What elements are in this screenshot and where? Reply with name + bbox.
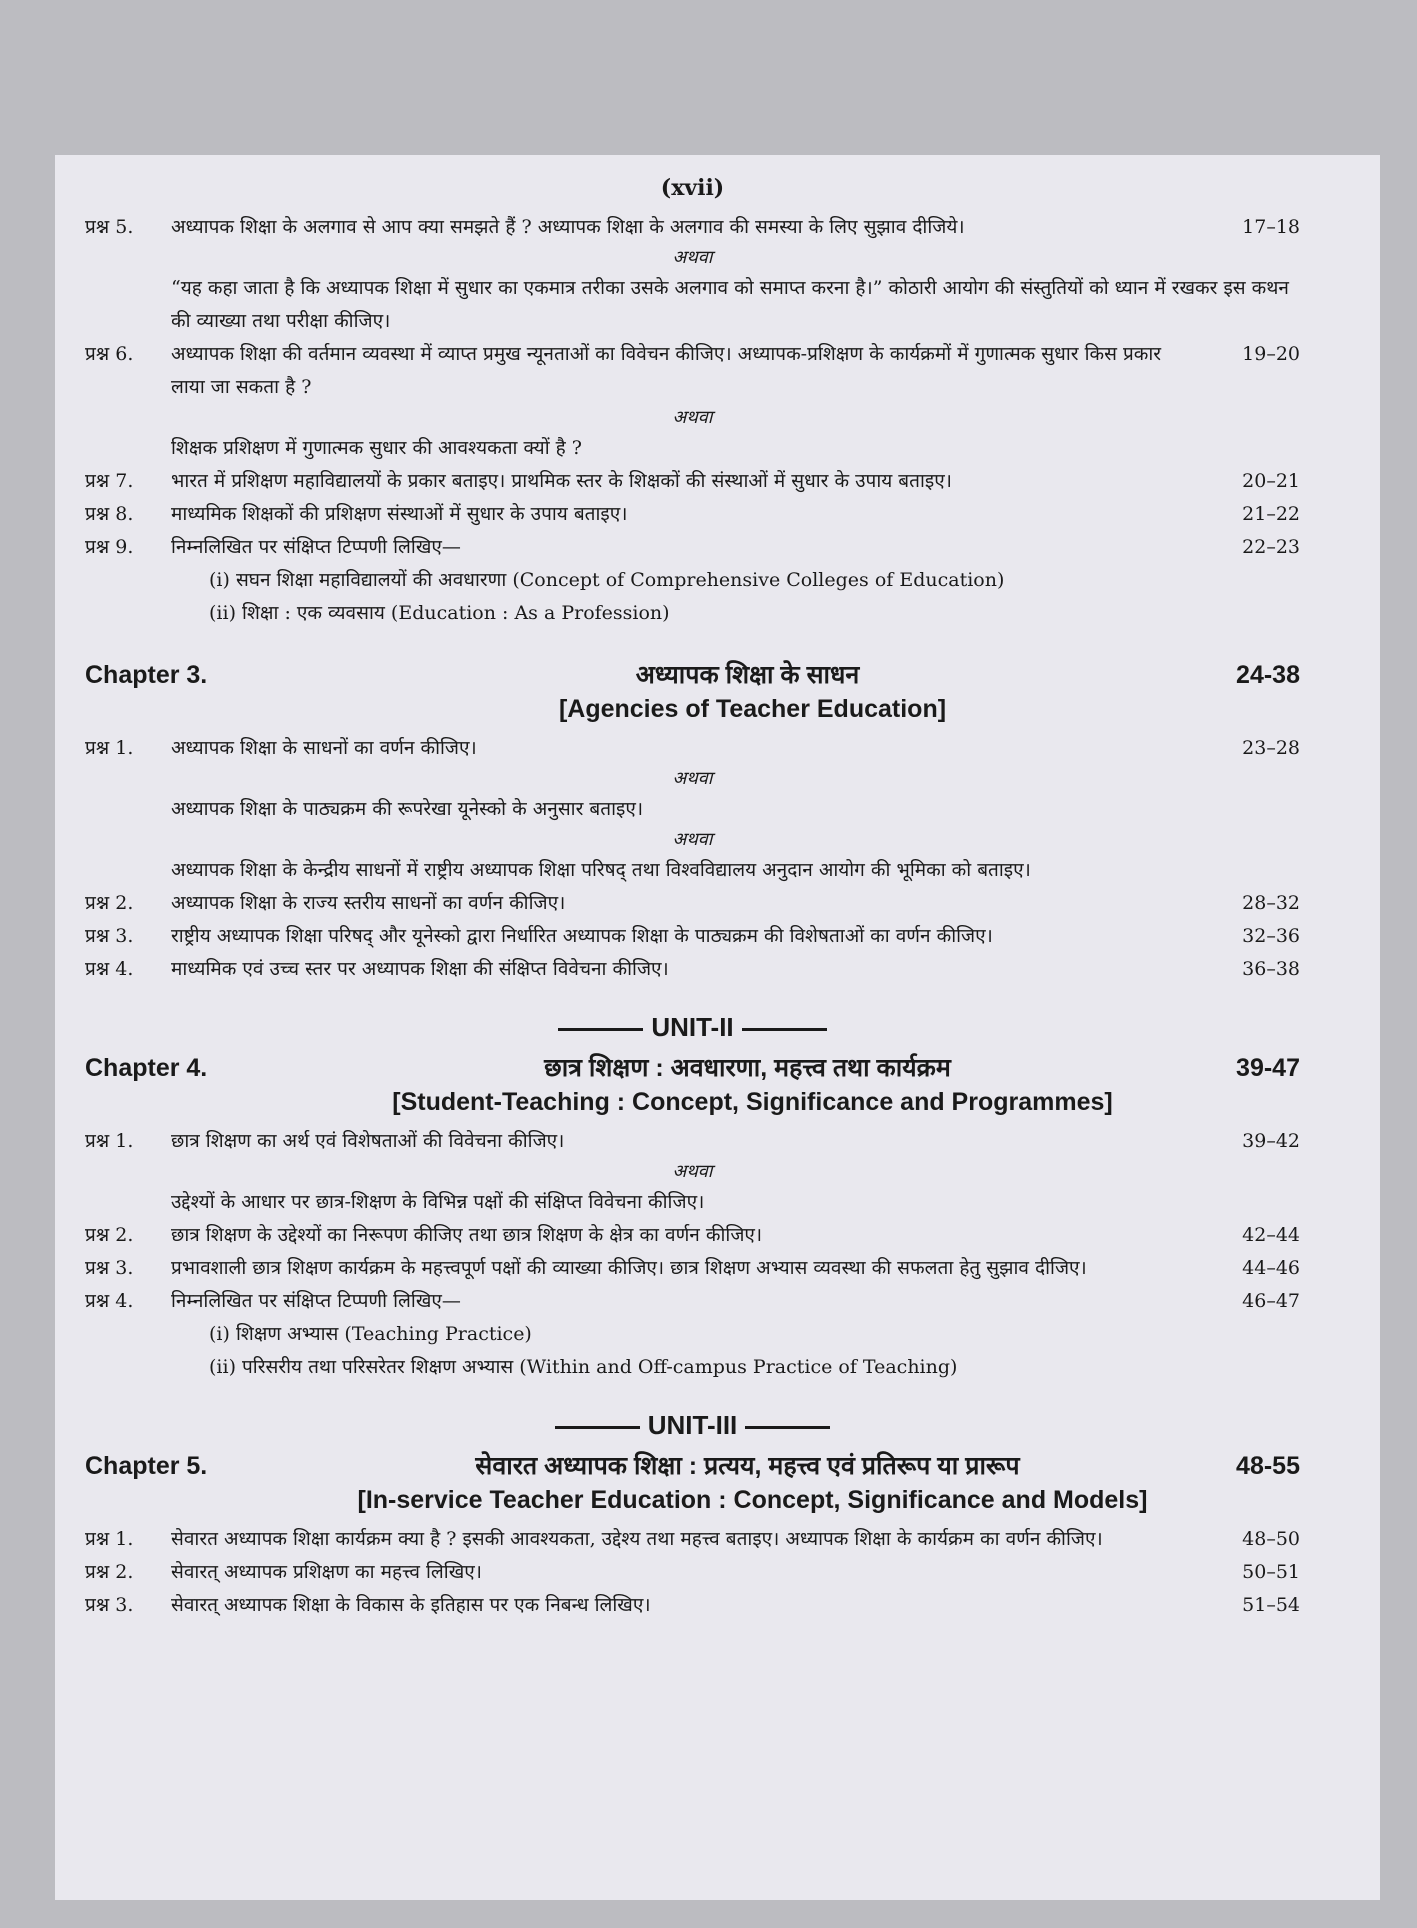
sub-item: (ii) परिसरीय तथा परिसरेतर शिक्षण अभ्यास (Within and Off-campus Practice of Teaching) [209,1356,958,1378]
toc-alt-text: अध्यापक शिक्षा के पाठ्यक्रम की रूपरेखा यूनेस्को के अनुसार बताइए। [171,798,644,820]
toc-entry: प्रश्न 2. सेवारत् अध्यापक प्रशिक्षण का महत्त्व लिखिए। 50–51 [85,1561,1300,1583]
toc-entry: प्रश्न 3. राष्ट्रीय अध्यापक शिक्षा परिषद् और यूनेस्को द्वारा निर्धारित अध्यापक शिक्षा के पाठ्यक्रम की विशेषताओं का वर्णन कीजिए। 32–36 [85,925,1300,947]
sub-item: (i) सघन शिक्षा महाविद्यालयों की अवधारणा (Concept of Comprehensive Colleges of Education) [209,569,1005,591]
toc-alt-text: “यह कहा जाता है कि अध्यापक शिक्षा में सुधार का एकमात्र तरीका उसके अलगाव को समाप्त करना है।” कोठारी आयोग की संस्तुतियों को ध्यान में रखकर इस कथन की व्याख्या तथा परीक्षा कीजिए। [171,277,1289,332]
toc-entry: प्रश्न 1. सेवारत अध्यापक शिक्षा कार्यक्रम क्या है ? इसकी आवश्यकता, उद्देश्य तथा महत्त्व बताइए। अध्यापक शिक्षा के कार्यक्रम का वर्णन कीजिए। 48–50 [85,1528,1300,1550]
toc-entry: प्रश्न 1. अध्यापक शिक्षा के साधनों का वर्णन कीजिए। 23–28 [85,737,1300,759]
or-separator: अथवा [672,829,713,850]
page-number: (xvii) [660,175,725,201]
toc-alt-text: शिक्षक प्रशिक्षण में गुणात्मक सुधार की आवश्यकता क्यों है ? [171,437,582,459]
chapter-heading: Chapter 3. अध्यापक शिक्षा के साधन 24-38 [85,661,1300,689]
toc-entry: प्रश्न 2. छात्र शिक्षण के उद्देश्यों का निरूपण कीजिए तथा छात्र शिक्षण के क्षेत्र का वर्णन कीजिए। 42–44 [85,1224,1300,1246]
chapter-title-en: [In-service Teacher Education : Concept, Significance and Models] [357,1486,1148,1514]
toc-entry: प्रश्न 3. सेवारत् अध्यापक शिक्षा के विकास के इतिहास पर एक निबन्ध लिखिए। 51–54 [85,1594,1300,1616]
chapter-title-en: [Agencies of Teacher Education] [558,695,947,723]
sub-item: (i) शिक्षण अभ्यास (Teaching Practice) [209,1323,532,1345]
or-separator: अथवा [672,768,713,789]
unit-heading: UNIT-II [85,1012,1300,1043]
toc-entry: प्रश्न 5. अध्यापक शिक्षा के अलगाव से आप क्या समझते हैं ? अध्यापक शिक्षा के अलगाव की समस्या के लिए सुझाव दीजिये। 17–18 [85,216,1300,238]
chapter-heading: Chapter 4. छात्र शिक्षण : अवधारणा, महत्त्व तथा कार्यक्रम 39-47 [85,1054,1300,1082]
toc-entry: प्रश्न 3. प्रभावशाली छात्र शिक्षण कार्यक्रम के महत्त्वपूर्ण पक्षों की व्याख्या कीजिए। छात्र शिक्षण अभ्यास व्यवस्था की सफलता हेतु सुझाव दीजिए। 44–46 [85,1257,1300,1279]
toc-alt-text: अध्यापक शिक्षा के केन्द्रीय साधनों में राष्ट्रीय अध्यापक शिक्षा परिषद् तथा विश्वविद्यालय अनुदान आयोग की भूमिका को बताइए। [171,859,1031,881]
or-separator: अथवा [672,1161,713,1182]
toc-entry: प्रश्न 2. अध्यापक शिक्षा के राज्य स्तरीय साधनों का वर्णन कीजिए। 28–32 [85,892,1300,914]
chapter-title-en: [Student-Teaching : Concept, Significance and Programmes] [392,1088,1113,1116]
toc-page [55,155,1380,1900]
or-separator: अथवा [672,407,713,428]
chapter-heading: Chapter 5. सेवारत अध्यापक शिक्षा : प्रत्यय, महत्त्व एवं प्रतिरूप या प्रारूप 48-55 [85,1452,1300,1480]
toc-entry: प्रश्न 8. माध्यमिक शिक्षकों की प्रशिक्षण संस्थाओं में सुधार के उपाय बताइए। 21–22 [85,503,1300,525]
sub-item: (ii) शिक्षा : एक व्यवसाय (Education : As a Profession) [209,602,670,624]
toc-entry: प्रश्न 4. माध्यमिक एवं उच्च स्तर पर अध्यापक शिक्षा की संक्षिप्त विवेचना कीजिए। 36–38 [85,958,1300,980]
toc-entry: प्रश्न 1. छात्र शिक्षण का अर्थ एवं विशेषताओं की विवेचना कीजिए। 39–42 [85,1130,1300,1152]
toc-entry: प्रश्न 9. निम्नलिखित पर संक्षिप्त टिप्पणी लिखिए— 22–23 [85,536,1300,558]
or-separator: अथवा [672,247,713,268]
toc-entry: प्रश्न 7. भारत में प्रशिक्षण महाविद्यालयों के प्रकार बताइए। प्राथमिक स्तर के शिक्षकों की संस्थाओं में सुधार के उपाय बताइए। 20–21 [85,470,1300,492]
unit-heading: UNIT-III [85,1410,1300,1441]
toc-entry: प्रश्न 4. निम्नलिखित पर संक्षिप्त टिप्पणी लिखिए— 46–47 [85,1290,1300,1312]
toc-alt-text: उद्देश्यों के आधार पर छात्र-शिक्षण के विभिन्न पक्षों की संक्षिप्त विवेचना कीजिए। [171,1191,705,1213]
toc-entry: प्रश्न 6. अध्यापक शिक्षा की वर्तमान व्यवस्था में व्याप्त प्रमुख न्यूनताओं का विवेचन कीजिए। अध्यापक-प्रशिक्षण के कार्यक्रमों में गुणात्मक सुधार किस प्रकार लाया जा सकता है ? 19–20 [85,343,1300,398]
